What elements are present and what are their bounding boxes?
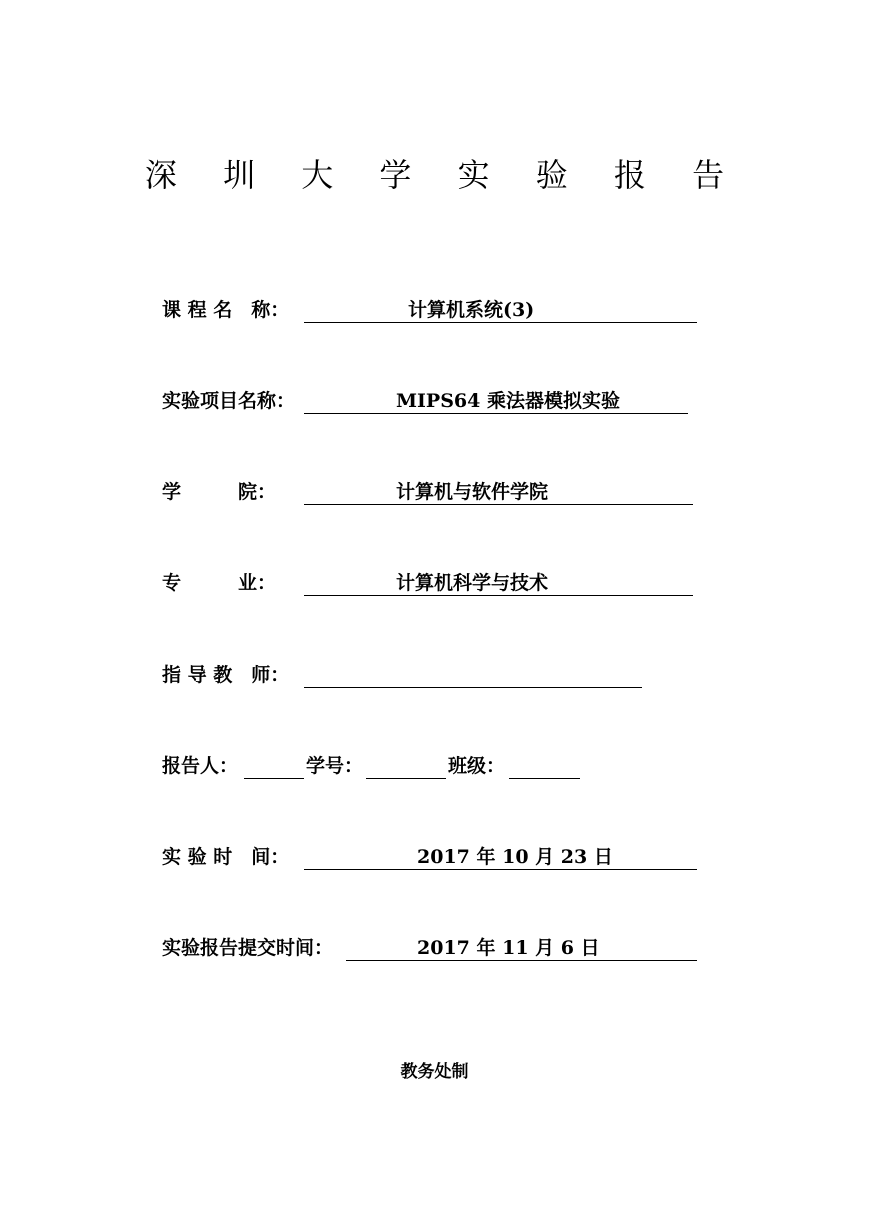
reporter-underline: [244, 778, 304, 779]
reporter-row: [162, 751, 702, 781]
major-value: 计算机科学与技术: [396, 572, 549, 594]
reporter-label: 报告人：: [162, 755, 239, 777]
submit-time-row: [162, 933, 702, 963]
student-id-label: 学号：: [306, 755, 364, 777]
instructor-label: 指 导 教 师：: [162, 664, 290, 686]
college-label: 学 院：: [162, 481, 277, 503]
instructor-row: [162, 660, 702, 690]
college-value: 计算机与软件学院: [396, 481, 549, 503]
exp-time-value: 2017 年 10 月 23 日: [417, 846, 613, 868]
exp-time-row: [162, 842, 702, 872]
project-row: [162, 386, 702, 416]
instructor-underline: [304, 687, 642, 688]
course-row: [162, 295, 702, 325]
issuer-footer: 教务处制: [400, 1062, 469, 1082]
submit-time-label: 实验报告提交时间：: [162, 937, 334, 959]
page-title: 深 圳 大 学 实 验 报 告: [144, 156, 743, 194]
student-id-underline: [366, 778, 446, 779]
exp-time-label: 实 验 时 间：: [162, 846, 290, 868]
class-underline: [509, 778, 580, 779]
college-row: [162, 477, 702, 507]
course-label: 课 程 名 称：: [162, 299, 290, 321]
major-label: 专 业：: [162, 572, 277, 594]
major-row: [162, 568, 702, 598]
project-label: 实验项目名称：: [162, 390, 296, 412]
project-value: MIPS64 乘法器模拟实验: [396, 390, 620, 412]
course-value: 计算机系统(3): [408, 299, 535, 321]
submit-time-value: 2017 年 11 月 6 日: [417, 937, 600, 959]
class-label: 班级：: [448, 755, 506, 777]
